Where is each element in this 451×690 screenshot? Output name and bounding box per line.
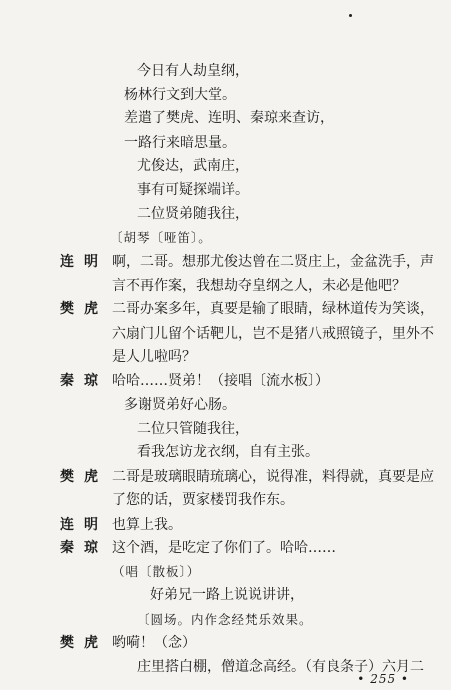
verse-line: 二位贤弟随我往，	[137, 206, 249, 223]
verse-line: 今日有人劫皇纲，	[137, 63, 249, 79]
speaker-label: 樊虎	[60, 468, 108, 485]
verse-line: 尤俊达，武南庄，	[137, 158, 249, 175]
page-number: • 255 •	[357, 672, 409, 686]
dialogue-line: 也算上我。	[112, 516, 182, 533]
verse-line: 二位只管随我往，	[137, 420, 249, 437]
stage-direction: 〔胡琴〔哑笛〕。	[110, 229, 212, 245]
dialogue-line: 哈哈……贤弟！（接唱〔流水板〕）	[112, 372, 329, 389]
dialogue-line: 二哥办案多年，真要是输了眼睛，绿林道传为笑谈，	[112, 301, 434, 318]
dialogue-line: 二哥是玻璃眼睛琉璃心，说得准，料得就，真要是应	[112, 468, 434, 485]
dialogue-line: 言不再作案，我想劫夺皇纲之人，未必是他吧？	[112, 277, 406, 294]
verse-line: 杨林行文到大堂。	[124, 86, 236, 103]
verse-line: 事有可疑探端详。	[137, 181, 249, 198]
dialogue-line: 这个酒，是吃定了你们了。哈哈……	[112, 540, 336, 557]
dialogue-line: 是人儿啦吗？	[112, 349, 196, 366]
dialogue-line: 了您的话，贾家楼罚我作东。	[112, 492, 294, 509]
speaker-label: 连明	[60, 516, 108, 533]
speaker-label: 连明	[60, 254, 108, 271]
dialogue-line: 哟嗬！（念）	[112, 635, 196, 652]
speaker-label: 樊虎	[60, 301, 108, 318]
speaker-label: 秦琼	[60, 372, 108, 389]
verse-line: 多谢贤弟好心肠。	[124, 397, 236, 414]
speaker-label: 樊虎	[60, 635, 108, 652]
dialogue-line: 庄里搭白棚，僧道念高经。（有良条子）六月二	[137, 659, 424, 675]
speaker-label: 秦琼	[60, 540, 108, 557]
dialogue-line: 啊，二哥。想那尤俊达曾在二贤庄上，金盆洗手，声	[112, 254, 434, 271]
scan-speck	[349, 14, 352, 17]
verse-line: 差遣了樊虎、连明、秦琼来查访，	[124, 110, 334, 127]
stage-direction: 〔圆场。内作念经梵乐效果。	[137, 611, 313, 627]
verse-line: 一路行来暗思量。	[124, 134, 236, 151]
verse-line: 看我怎访龙衣纲，自有主张。	[137, 444, 319, 461]
dialogue-line: 六扇门儿留个话靶儿，岂不是猪八戒照镜子，里外不	[112, 325, 434, 342]
verse-line: 好弟兄一路上说说讲讲，	[150, 587, 304, 604]
stage-direction: （唱〔散板〕）	[112, 563, 201, 579]
